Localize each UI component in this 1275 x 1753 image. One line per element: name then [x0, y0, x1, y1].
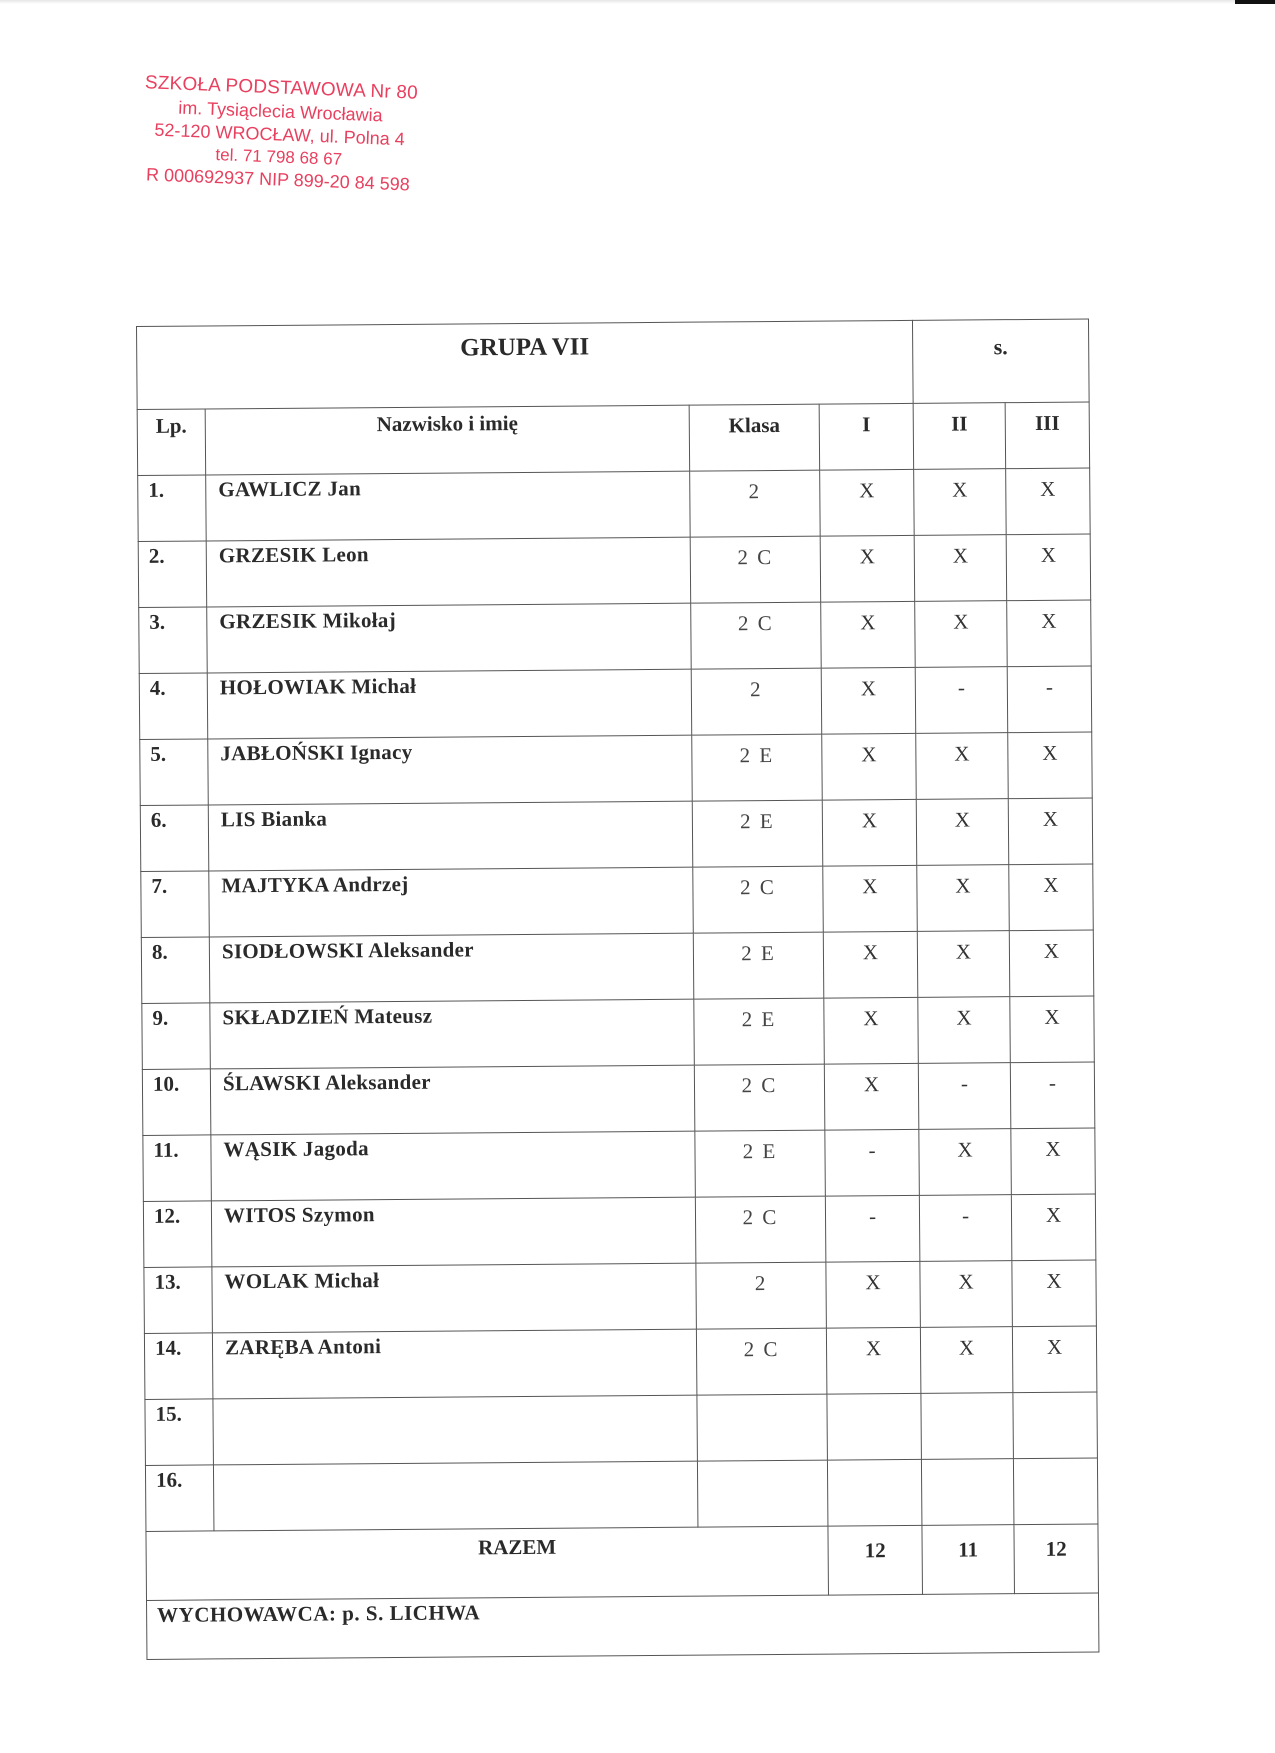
header-session-iii: III [1005, 402, 1090, 469]
cell-session-i: X [821, 601, 916, 668]
stamp-line-registry: R 000692937 NIP 899-20 84 598 [145, 164, 411, 195]
cell-name: GRZESIK Mikołaj [207, 603, 692, 673]
cell-lp: 11. [143, 1135, 212, 1202]
cell-klasa: 2 E [692, 734, 823, 801]
cell-lp: 14. [144, 1333, 213, 1400]
cell-session-ii: X [916, 733, 1009, 800]
cell-session-i: - [825, 1129, 920, 1196]
totals-row [146, 1524, 1099, 1600]
cell-session-i: X [820, 535, 915, 602]
cell-klasa: 2 C [695, 1196, 826, 1263]
cell-name: SKŁADZIEŃ Mateusz [210, 999, 695, 1069]
cell-session-i: X [826, 1261, 921, 1328]
cell-lp: 9. [142, 1003, 211, 1070]
cell-name: ŚLAWSKI Aleksander [210, 1065, 695, 1135]
cell-session-iii [1013, 1392, 1098, 1459]
group-roster-sheet [136, 319, 1098, 1660]
stamp-line-school-name: SZKOŁA PODSTAWOWA Nr 80 [144, 72, 419, 104]
cell-session-ii: - [919, 1195, 1012, 1262]
header-session-i: I [819, 403, 914, 470]
cell-session-iii: X [1009, 864, 1094, 931]
cell-name: WĄSIK Jagoda [211, 1131, 696, 1201]
cell-klasa: 2 [690, 470, 821, 537]
cell-klasa: 2 C [691, 602, 822, 669]
cell-klasa: 2 E [692, 800, 823, 867]
cell-session-i: X [821, 667, 916, 734]
total-session-iii: 12 [1014, 1524, 1099, 1594]
header-lp: Lp. [137, 409, 206, 476]
table-row [139, 600, 1092, 673]
cell-session-ii: X [917, 865, 1010, 932]
cell-lp: 4. [139, 673, 208, 740]
cell-session-i: X [823, 865, 918, 932]
cell-name: LIS Bianka [208, 801, 693, 871]
cell-klasa [697, 1460, 828, 1527]
cell-klasa: 2 E [693, 932, 824, 999]
table-row [145, 1392, 1098, 1465]
scan-edge [0, 0, 1275, 4]
cell-session-ii [921, 1459, 1014, 1526]
cell-session-iii: X [1012, 1326, 1097, 1393]
cell-session-iii: - [1007, 666, 1092, 733]
homeroom-teacher: WYCHOWAWCA: p. S. LICHWA [147, 1593, 1099, 1659]
cell-session-ii: X [914, 469, 1007, 536]
table-row [139, 666, 1092, 739]
title-row [137, 319, 1090, 409]
cell-session-i [827, 1393, 922, 1460]
cell-session-i: X [820, 469, 915, 536]
cell-session-iii: X [1010, 996, 1095, 1063]
table-row [142, 996, 1095, 1069]
cell-session-iii: X [1009, 930, 1094, 997]
cell-lp: 10. [142, 1069, 211, 1136]
cell-session-ii [921, 1393, 1014, 1460]
cell-name: MAJTYKA Andrzej [209, 867, 694, 937]
cell-name: SIODŁOWSKI Aleksander [209, 933, 694, 1003]
cell-session-ii: X [918, 997, 1011, 1064]
cell-session-ii: - [918, 1063, 1011, 1130]
footer-row [147, 1593, 1099, 1659]
cell-session-i: X [826, 1327, 921, 1394]
cell-session-iii: X [1007, 600, 1092, 667]
table-row [143, 1194, 1096, 1267]
stamp-line-patron: im. Tysiąclecia Wrocławia [178, 97, 384, 126]
table-row [144, 1326, 1097, 1399]
cell-lp: 16. [145, 1465, 214, 1532]
total-session-i: 12 [828, 1525, 923, 1595]
cell-session-i: X [824, 997, 919, 1064]
cell-session-iii: X [1006, 468, 1091, 535]
cell-klasa: 2 E [694, 998, 825, 1065]
cell-name: WITOS Szymon [211, 1197, 696, 1267]
cell-session-iii: X [1012, 1260, 1097, 1327]
cell-klasa: 2 [696, 1262, 827, 1329]
stamp-line-phone: tel. 71 798 68 67 [215, 145, 343, 170]
cell-session-iii: X [1011, 1128, 1096, 1195]
cell-name [213, 1461, 698, 1531]
cell-klasa: 2 [691, 668, 822, 735]
cell-lp: 8. [141, 937, 210, 1004]
cell-klasa [697, 1394, 828, 1461]
total-session-ii: 11 [922, 1525, 1015, 1595]
cell-klasa: 2 C [690, 536, 821, 603]
table-row [143, 1128, 1096, 1201]
cell-session-ii: X [920, 1327, 1013, 1394]
cell-lp: 15. [145, 1399, 214, 1466]
cell-session-iii: X [1008, 732, 1093, 799]
scan-corner-mark [1235, 0, 1275, 4]
cell-name: GRZESIK Leon [206, 537, 691, 607]
cell-name: HOŁOWIAK Michał [207, 669, 692, 739]
header-row [137, 402, 1090, 475]
table-row [142, 1062, 1095, 1135]
cell-session-ii: - [915, 667, 1008, 734]
cell-klasa: 2 C [693, 866, 824, 933]
cell-session-ii: X [920, 1261, 1013, 1328]
cell-session-iii: X [1008, 798, 1093, 865]
cell-session-iii: X [1011, 1194, 1096, 1261]
cell-name [213, 1395, 698, 1465]
cell-lp: 12. [143, 1201, 212, 1268]
cell-lp: 7. [141, 871, 210, 938]
cell-session-ii: X [916, 799, 1009, 866]
cell-name: WOLAK Michał [212, 1263, 697, 1333]
totals-label: RAZEM [146, 1526, 829, 1600]
cell-session-i: X [822, 733, 917, 800]
cell-session-ii: X [917, 931, 1010, 998]
cell-klasa: 2 C [696, 1328, 827, 1395]
table-row [138, 534, 1091, 607]
cell-session-i: X [823, 931, 918, 998]
cell-klasa: 2 E [695, 1130, 826, 1197]
header-name: Nazwisko i imię [205, 405, 690, 475]
cell-session-i: - [825, 1195, 920, 1262]
stamp-line-address: 52-120 WROCŁAW, ul. Polna 4 [154, 120, 406, 150]
cell-session-ii: X [915, 601, 1008, 668]
cell-session-i: X [822, 799, 917, 866]
table-row [145, 1458, 1098, 1531]
cell-session-iii [1013, 1458, 1098, 1525]
table-row [141, 930, 1094, 1003]
header-klasa: Klasa [689, 404, 820, 471]
cell-lp: 5. [140, 739, 209, 806]
cell-lp: 3. [139, 607, 208, 674]
table-row [141, 864, 1094, 937]
cell-session-iii: - [1010, 1062, 1095, 1129]
cell-name: GAWLICZ Jan [206, 471, 691, 541]
table-row [138, 468, 1091, 541]
session-header: s. [913, 319, 1090, 403]
cell-lp: 2. [138, 541, 207, 608]
cell-lp: 1. [138, 475, 207, 542]
cell-name: ZARĘBA Antoni [212, 1329, 697, 1399]
cell-session-ii: X [919, 1129, 1012, 1196]
table-row [140, 798, 1093, 871]
table-row [144, 1260, 1097, 1333]
group-roster-table [136, 319, 1099, 1660]
school-stamp [108, 70, 452, 198]
cell-name: JABŁOŃSKI Ignacy [208, 735, 693, 805]
cell-klasa: 2 C [694, 1064, 825, 1131]
header-session-ii: II [913, 403, 1006, 470]
cell-lp: 6. [140, 805, 209, 872]
group-title: GRUPA VII [137, 320, 914, 409]
table-row [140, 732, 1093, 805]
cell-session-i: X [824, 1063, 919, 1130]
cell-session-ii: X [914, 535, 1007, 602]
cell-lp: 13. [144, 1267, 213, 1334]
cell-session-iii: X [1006, 534, 1091, 601]
cell-session-i [827, 1459, 922, 1526]
